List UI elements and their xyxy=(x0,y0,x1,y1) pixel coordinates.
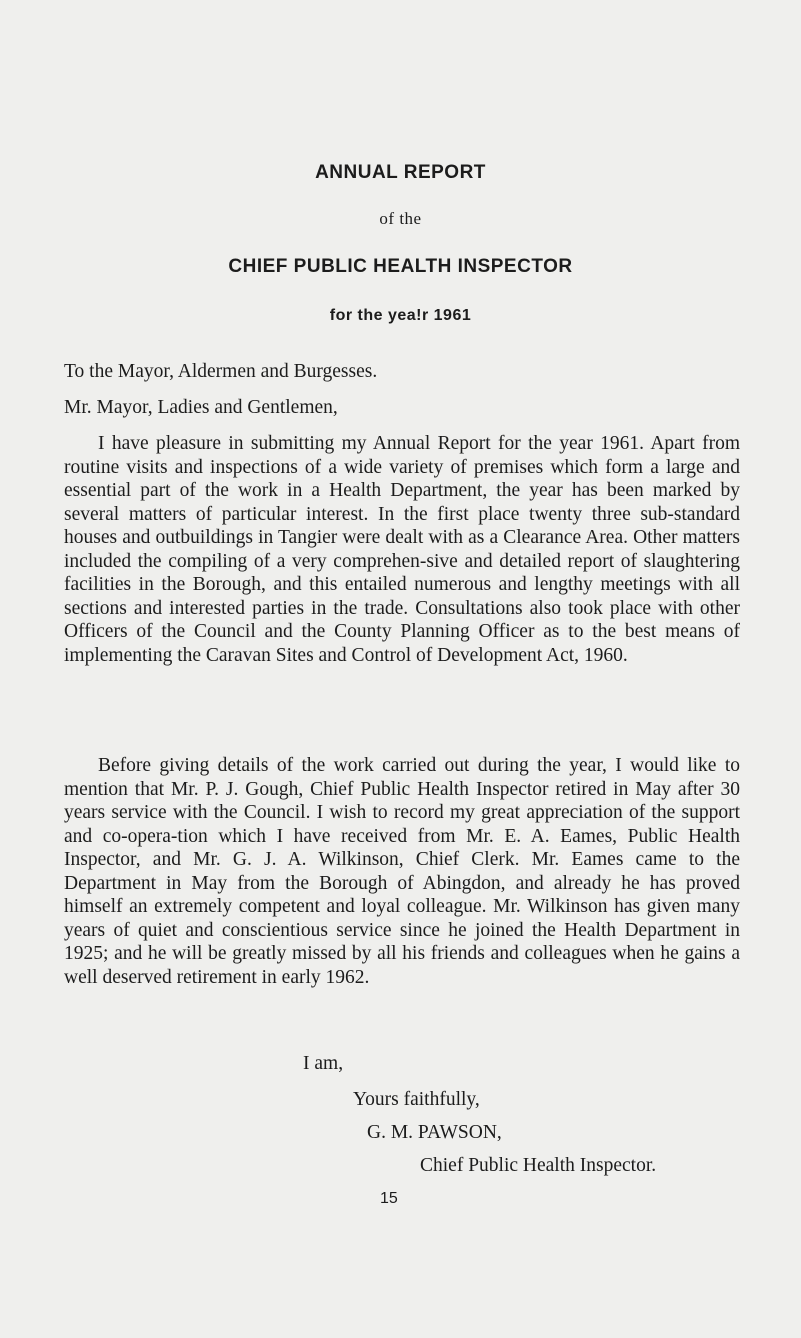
signatory-title: Chief Public Health Inspector. xyxy=(420,1155,657,1176)
signoff-yours-faithfully: Yours faithfully, xyxy=(353,1089,480,1110)
report-office-title: CHIEF PUBLIC HEALTH INSPECTOR xyxy=(228,256,573,277)
body-paragraph-1: I have pleasure in submitting my Annual Report for the year 1961. Apart from routine visits and inspections of a wide variety of premises which form a large and essential part of the work in a Health Department, the year has been marked by several matters of particular interest. In the first place twenty three sub-standard houses and outbuildings in Tangier were dealt with as a Clearance Area. Other matters included the compiling of a very comprehen-sive and detailed report of slaughtering facilities in the Borough, and this entailed numerous and lengthy meetings with all sections and interested parties in the trade. Consultations also took place with other Officers of the Council and the County Planning Officer as to the best means of implementing the Caravan Sites and Control of Development Act, 1960. xyxy=(64,433,740,666)
page-number: 15 xyxy=(380,1190,398,1207)
report-year: for the yea!r 1961 xyxy=(329,307,472,324)
body-paragraph-2: Before giving details of the work carried out during the year, I would like to mention that Mr. P. J. Gough, Chief Public Health Inspector retired in May after 30 years service with the Council. I wish to record my great appreciation of the support and co-opera-tion which I have received from Mr. E. A. Eames, Public Health Inspector, and Mr. G. J. A. Wilkinson, Chief Clerk. Mr. Eames came to the Department in May from the Borough of Abingdon, and already he has proved himself an extremely competent and loyal colleague. Mr. Wilkinson has given many years of quiet and conscientious service since he joined the Health Department in 1925; and he will be greatly missed by all his friends and colleagues when he gains a well deserved retirement in early 1962. xyxy=(64,755,740,988)
signatory-name: G. M. PAWSON, xyxy=(367,1122,502,1143)
salutation: Mr. Mayor, Ladies and Gentlemen, xyxy=(64,397,338,418)
address-line: To the Mayor, Aldermen and Burgesses. xyxy=(64,361,378,382)
report-title: ANNUAL REPORT xyxy=(315,162,486,183)
signoff-i-am: I am, xyxy=(303,1053,344,1074)
report-subtitle-of-the: of the xyxy=(379,209,422,228)
